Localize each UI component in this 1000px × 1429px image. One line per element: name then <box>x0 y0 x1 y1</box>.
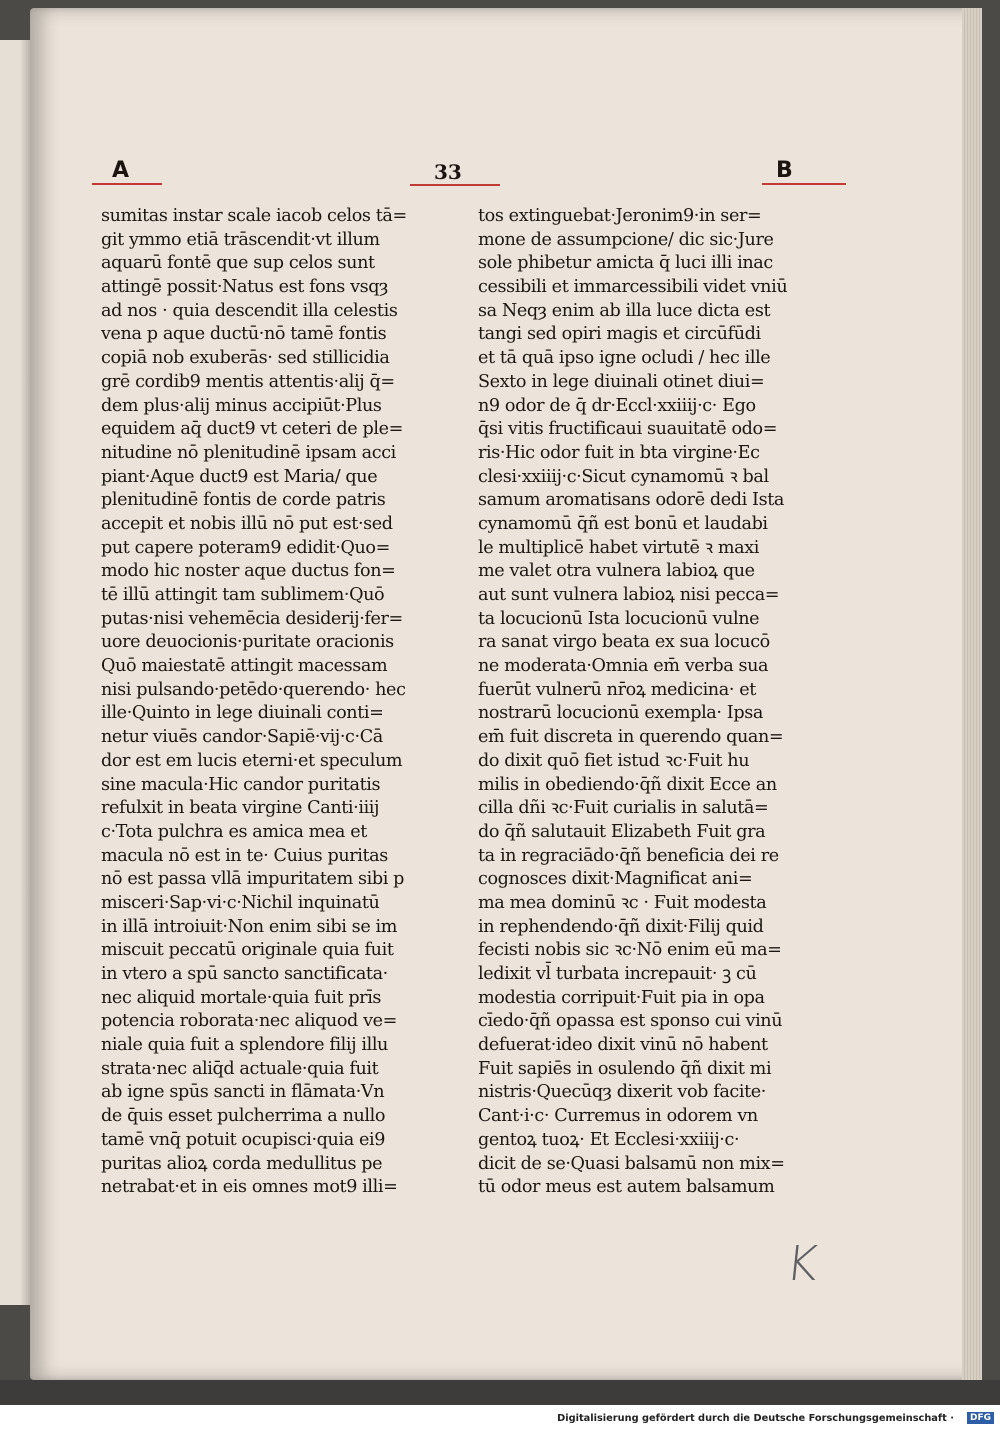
text-line: vena p aque ductū·nō tamē fontis <box>101 324 387 345</box>
text-line: in vtero a spū sancto sanctificata· <box>101 964 388 984</box>
text-line: macula nō est in te· Cuius puritas <box>101 845 388 866</box>
text-line: niale quia fuit a splendore filij illu <box>101 1035 388 1056</box>
text-line: le multiplicē habet virtutē ꝛ maxi <box>478 537 760 558</box>
scan-background-strip <box>0 1380 1000 1405</box>
text-line: tos extinguebat·Jeronim9·in ser= <box>478 206 762 226</box>
text-line: tū odor meus est autem balsamum <box>478 1177 775 1198</box>
text-column-left <box>101 205 435 1200</box>
text-line: et tā quā ipso igne ocludi / hec ille <box>478 348 771 369</box>
text-line: fuerūt vulnerū nr̄oꝝ medicina· et <box>478 679 756 700</box>
text-line: defuerat·ideo dixit vinū nō habent <box>478 1035 768 1056</box>
text-line: sole phibetur amicta q̄ luci illi inac <box>478 253 773 274</box>
text-line: sa Neqȝ enim ab illa luce dicta est <box>478 300 771 321</box>
text-line: fecisti nobis sic ꝛc·Nō enim eū ma= <box>478 940 782 961</box>
text-line: uore deuocionis·puritate oracionis <box>101 632 394 653</box>
rubric-line-right <box>762 183 846 185</box>
text-line: nistris·Quecūqȝ dixerit vob facite· <box>478 1082 766 1103</box>
text-line: plenitudinē fontis de corde patris <box>101 490 386 511</box>
dfg-logo: DFG <box>967 1412 994 1424</box>
text-line: tē illū attingit tam sublimem·Quō <box>101 585 385 605</box>
text-line: netur viuēs candor·Sapiē·vij·c·Cā <box>101 727 383 748</box>
text-line: accepit et nobis illū nō put est·sed <box>101 513 393 534</box>
text-line: modestia corripuit·Fuit pia in opa <box>478 987 765 1008</box>
text-line: nostrarū locucionū exempla· Ipsa <box>478 703 763 724</box>
footer-bar <box>0 1406 1000 1429</box>
text-line: copiā nob exuberās· sed stillicidia <box>101 348 390 369</box>
text-line: refulxit in beata virgine Canti·iiij <box>101 798 380 819</box>
text-line: nisi pulsando·petēdo·querendo· hec <box>101 679 406 700</box>
column-marker-a: A <box>112 158 130 183</box>
text-line: aut sunt vulnera labioꝝ nisi pecca= <box>478 585 780 605</box>
text-line: dicit de se·Quasi balsamū non mix= <box>478 1153 785 1174</box>
text-line: nec aliquid mortale·quia fuit prīs <box>101 987 382 1008</box>
text-line: piant·Aque duct9 est Maria/ que <box>101 466 378 487</box>
text-line: sumitas instar scale iacob celos tā= <box>101 206 407 226</box>
funding-credit: Digitalisierung gefördert durch die Deutsche Forschungsgemeinschaft · <box>557 1413 954 1424</box>
column-marker-b: B <box>776 158 793 183</box>
text-line: ille·Quinto in lege diuinali conti= <box>101 703 384 724</box>
text-line: Fuit sapiēs in osulendo q̄ñ dixit mi <box>478 1058 772 1079</box>
text-line: ab igne spūs sancti in flāmata·Vn <box>101 1082 385 1103</box>
text-line: misceri·Sap·vi·c·Nichil inquinatū <box>101 892 380 913</box>
text-line: puritas alioꝝ corda medullitus pe <box>101 1153 383 1174</box>
rubric-line-center <box>410 184 500 186</box>
text-line: n9 odor de q̄ dr·Eccl·xxiiij·c· Ego <box>478 395 756 416</box>
text-line: milis in obediendo·q̄ñ dixit Ecce an <box>478 774 777 795</box>
text-line: ad nos · quia descendit illa celestis <box>101 300 398 321</box>
text-line: q̄si vitis fructificaui suauitatē odo= <box>478 419 778 440</box>
text-line: attingē possit·Natus est fons vsqȝ <box>101 277 388 298</box>
text-line: c·Tota pulchra es amica mea et <box>101 821 367 842</box>
text-line: cīedo·q̄ñ opassa est sponso cui vinū <box>478 1011 783 1032</box>
text-line: do q̄ñ salutauit Elizabeth Fuit gra <box>478 821 766 842</box>
text-line: nō est passa vllā impuritatem sibi p <box>101 869 405 890</box>
text-line: clesi·xxiiij·c·Sicut cynamomū ꝛ bal <box>478 466 769 487</box>
text-line: cessibili et immarcessibili videt vniū <box>478 277 788 298</box>
text-line: Sexto in lege diuinali otinet diui= <box>478 371 765 392</box>
text-line: ris·Hic odor fuit in bta virgine·Ec <box>478 442 760 463</box>
text-line: modo hic noster aque ductus fon= <box>101 561 396 582</box>
text-line: putas·nisi vehemēcia desiderij·fer= <box>101 608 403 629</box>
text-line: ne moderata·Omnia em̄ verba sua <box>478 656 769 677</box>
text-line: cynamomū q̄ñ est bonū et laudabi <box>478 513 768 534</box>
text-line: gentoꝝ tuoꝝ· Et Ecclesi·xxiiij·c· <box>478 1129 740 1150</box>
text-line: netrabat·et in eis omnes mot9 illi= <box>101 1177 398 1198</box>
text-line: strata·nec aliq̄d actuale·quia fuit <box>101 1058 379 1079</box>
text-line: cilla dñi ꝛc·Fuit curialis in salutā= <box>478 798 769 819</box>
folio-number: 33 <box>434 160 462 184</box>
text-line: Cant·i·c· Curremus in odorem vn <box>478 1106 758 1127</box>
text-line: ra sanat virgo beata ex sua locucō <box>478 632 770 653</box>
rubric-line-left <box>92 183 162 185</box>
text-line: equidem aq̄ duct9 vt ceteri de ple= <box>101 419 403 440</box>
text-line: do dixit quō fiet istud ꝛc·Fuit hu <box>478 750 750 771</box>
text-line: potencia roborata·nec aliquod ve= <box>101 1011 398 1032</box>
text-line: ta locucionū Ista locucionū vulne <box>478 608 760 629</box>
text-line: in rephendendo·q̄ñ dixit·Filij quid <box>478 916 764 937</box>
page-fore-edge <box>962 8 982 1380</box>
text-line: em̄ fuit discreta in querendo quan= <box>478 727 784 748</box>
handwritten-mark: K <box>783 1236 821 1292</box>
text-line: dor est em lucis eterni·et speculum <box>101 750 403 771</box>
text-line: ta in regraciādo·q̄ñ beneficia dei re <box>478 845 779 866</box>
text-line: samum aromatisans odorē dedi Ista <box>478 490 784 511</box>
text-line: ledixit vl̄ turbata increpauit· ꝫ cū <box>478 964 757 984</box>
text-line: sine macula·Hic candor puritatis <box>101 774 381 795</box>
text-line: cognosces dixit·Magnificat ani= <box>478 869 753 890</box>
text-line: dem plus·alij minus accipiūt·Plus <box>101 395 382 416</box>
text-line: mone de assumpcione/ dic sic·Jure <box>478 229 774 250</box>
text-line: Quō maiestatē attingit macessam <box>101 656 388 677</box>
text-line: tangi sed opiri magis et circūfūdi <box>478 324 761 345</box>
text-column-right <box>478 205 800 1200</box>
text-line: tamē vnq̄ potuit ocupisci·quia ei9 <box>101 1129 386 1150</box>
text-line: miscuit peccatū originale quia fuit <box>101 940 394 961</box>
text-line: ma mea dominū ꝛc · Fuit modesta <box>478 892 767 913</box>
text-line: git ymmo etiā trāscendit·vt illum <box>101 229 380 250</box>
text-line: in illā introiuit·Non enim sibi se im <box>101 916 398 937</box>
text-line: aquarū fontē que sup celos sunt <box>101 253 375 274</box>
text-line: nitudine nō plenitudinē ipsam acci <box>101 442 396 463</box>
text-line: grē cordib9 mentis attentis·alij q̄= <box>101 371 395 392</box>
text-line: me valet otra vulnera labioꝝ que <box>478 561 755 582</box>
text-line: de q̄uis esset pulcherrima a nullo <box>101 1106 386 1127</box>
text-line: put capere poteram9 edidit·Quo= <box>101 537 390 558</box>
